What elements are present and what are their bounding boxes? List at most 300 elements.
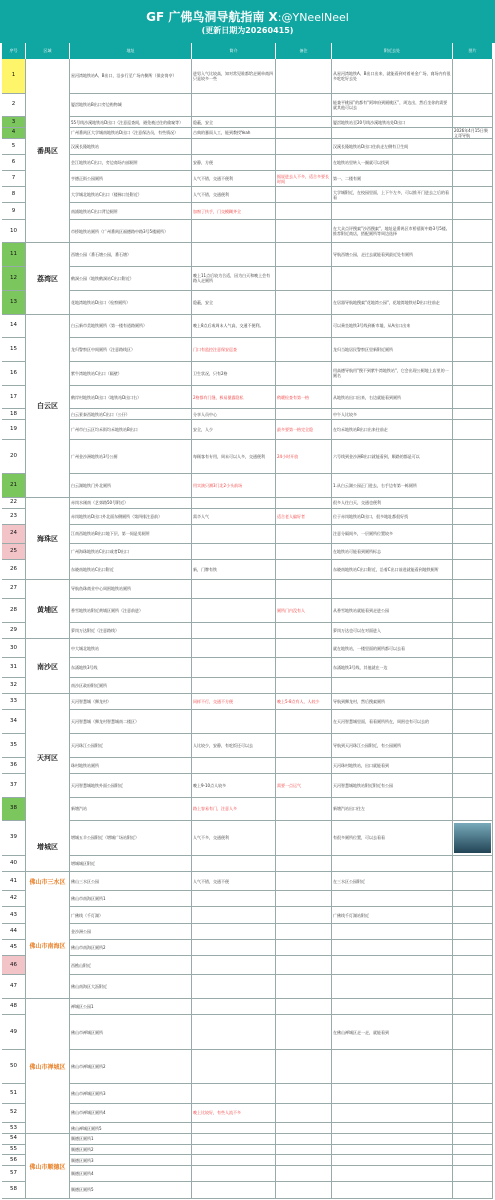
district-label: 南沙区 [26, 640, 70, 693]
row-address: 佛山市南海区厕所2 [70, 940, 192, 955]
row-note [276, 220, 332, 243]
row-note [276, 999, 332, 1014]
row-nearby: 在三水区公园附近 [332, 872, 453, 890]
row-nearby: 很多人往白天，交通也便利 [332, 498, 453, 508]
row-intro: 路上容易有门，注意人多 [192, 798, 276, 821]
row-nearby [332, 1123, 453, 1133]
row-note [276, 267, 332, 290]
row-picture [453, 498, 493, 508]
row-nearby: 从地铁站出口出来，右边就能看到厕所 [332, 386, 453, 409]
row-address: 佛山禅城区厕所5 [70, 1123, 192, 1133]
row-address: 佛山市禅城区厕所 [70, 1015, 192, 1049]
row-picture [453, 243, 493, 266]
row-note [276, 525, 332, 543]
row-address: 佛山市禅城区厕所2 [70, 1050, 192, 1084]
row-address: 萝岗万达附近（注意路线） [70, 623, 192, 638]
row-number: 17 [2, 386, 26, 409]
row-note [276, 639, 332, 657]
row-number: 18 [2, 409, 26, 419]
row-picture [453, 856, 493, 871]
row-note [276, 891, 332, 906]
row-nearby [332, 956, 453, 974]
row-picture [453, 187, 493, 202]
table-row [2, 117, 493, 128]
row-nearby: 从星河湾地铁A、B出口出来，就能看到对着弟金广场，商场内有很多吃吃好去处 [332, 59, 453, 93]
row-number: 2 [2, 94, 26, 117]
row-intro [192, 940, 276, 955]
table-row [2, 1084, 493, 1103]
row-picture [453, 59, 493, 93]
row-nearby [332, 940, 453, 955]
row-number: 5 [2, 139, 26, 154]
row-nearby: 注意分隔间多，一层厕所位置较多 [332, 525, 453, 543]
row-number: 39 [2, 821, 26, 855]
row-nearby: 导航到天河珠江公园附近，有公园厕所 [332, 734, 453, 757]
row-note: 需要一点运气 [276, 774, 332, 797]
row-picture [453, 338, 493, 361]
row-nearby: 六号线到金沙洲B出口就能看到，顺路的都是可以 [332, 440, 453, 474]
row-picture [453, 694, 493, 709]
row-nearby: 大学城附近，在校园里面，上下午左多，可以推开门进去之后的看看 [332, 187, 453, 202]
row-intro [192, 623, 276, 638]
row-number: 8 [2, 187, 26, 202]
table-row [2, 59, 493, 94]
row-note: 24小时开放 [276, 440, 332, 474]
row-intro [192, 220, 276, 243]
row-nearby [332, 1145, 453, 1155]
row-picture [453, 1134, 493, 1144]
row-intro [192, 599, 276, 622]
row-address: 香雪地铁站附近黄埔区厕所（注意前进） [70, 599, 192, 622]
table-row [2, 243, 493, 267]
row-address: 佛山市南海区厕所1 [70, 891, 192, 906]
row-number: 30 [2, 639, 26, 657]
row-note [276, 498, 332, 508]
row-intro: 新，门牌有铁 [192, 560, 276, 578]
row-picture [453, 975, 493, 998]
row-picture [453, 94, 493, 117]
row-intro: 同样不行，交通不方便 [192, 694, 276, 709]
row-picture [453, 203, 493, 218]
table-row [2, 999, 493, 1015]
table-row [2, 498, 493, 509]
row-address: 汉溪长隆地铁站 [70, 139, 192, 154]
table-row [2, 409, 493, 420]
row-picture [453, 409, 493, 419]
row-intro: 古典的暴雨人工，能到教授Yeah [192, 128, 276, 138]
col-number-header: 序号 [2, 43, 26, 59]
row-note [276, 975, 332, 998]
row-note [276, 1166, 332, 1181]
row-address: 佛山三水区公园 [70, 872, 192, 890]
photo-thumbnail [454, 823, 491, 853]
row-nearby: 东晓南地铁站C出口附近，沿着C出口前进就能看到地铁厕所 [332, 560, 453, 578]
table-row [2, 758, 493, 774]
row-nearby [332, 891, 453, 906]
row-number: 24 [2, 525, 26, 543]
row-note [276, 315, 332, 338]
row-number: 36 [2, 758, 26, 773]
row-note [276, 821, 332, 855]
row-number: 13 [2, 291, 26, 314]
row-picture [453, 420, 493, 438]
row-note [276, 872, 332, 890]
row-nearby: 新塘汽站出口往左 [332, 798, 453, 821]
row-picture [453, 1182, 493, 1197]
row-number: 3 [2, 117, 26, 127]
row-picture [453, 386, 493, 409]
district-label: 佛山市南海区 [26, 893, 70, 999]
row-intro [192, 1155, 276, 1165]
row-note [276, 59, 332, 93]
row-nearby: 汉溪长隆地铁站D出口往前走左侧有卫生间 [332, 139, 453, 154]
row-nearby [332, 1084, 453, 1102]
row-number: 6 [2, 155, 26, 170]
row-address: 顺德区厕所5 [70, 1182, 192, 1197]
row-intro: 隐蔽，安全 [192, 291, 276, 314]
row-nearby [332, 1182, 453, 1197]
row-number: 26 [2, 560, 26, 578]
row-nearby: 1.从白云湖公园正门进去，右手边有第一栋厕所 [332, 474, 453, 497]
row-note: 最多要第一格完全隐 [276, 420, 332, 438]
row-intro [192, 907, 276, 922]
row-intro [192, 639, 276, 657]
row-number: 47 [2, 975, 26, 998]
row-address: 西塘公园（番石塘公园，番石塘） [70, 243, 192, 266]
row-nearby: 可以乘坐地铁3号线到新市墟，从A出口出来 [332, 315, 453, 338]
row-intro: 人气不多，交通便利 [192, 821, 276, 855]
row-note [276, 710, 332, 733]
row-number: 34 [2, 710, 26, 733]
table-row [2, 891, 493, 907]
row-nearby [332, 267, 453, 290]
table-row [2, 94, 493, 118]
table-row [2, 710, 493, 734]
row-number: 4 [2, 128, 26, 138]
district-label: 天河区 [26, 695, 70, 820]
row-note [276, 1050, 332, 1084]
table-row [2, 940, 493, 956]
row-picture [453, 315, 493, 338]
table-row [2, 525, 493, 544]
row-address: 广州海珠地铁站C出口或者D出口 [70, 544, 192, 559]
row-intro [192, 678, 276, 693]
row-intro [192, 758, 276, 773]
table-row [2, 1166, 493, 1182]
row-number: 15 [2, 338, 26, 361]
row-address: 星河湾地铁站A、B出口，沿步行至广场内侧所（保安岗亭） [70, 59, 192, 93]
row-address: 紫牛湾地铁站C出口（隔壁） [70, 362, 192, 385]
row-address: 南浦地铁站C出口背边厕所 [70, 203, 192, 218]
row-note [276, 580, 332, 598]
row-address: 广州金沙洲地铁站3号公厕 [70, 440, 192, 474]
row-picture [453, 267, 493, 290]
row-picture [453, 907, 493, 922]
row-picture [453, 544, 493, 559]
table-row [2, 1134, 493, 1145]
col-nearby-header: 附近去处 [332, 43, 453, 59]
row-note [276, 474, 332, 497]
page-title: GF 广佛鸟洞导航指南 X:@YNeelNeel [146, 10, 349, 24]
row-intro: 人气不错，交通便利 [192, 187, 276, 202]
row-note [276, 734, 332, 757]
table-row [2, 171, 493, 187]
row-address: 珠村地铁站厕所 [70, 758, 192, 773]
row-address: 佛山市禅城区厕所4 [70, 1104, 192, 1122]
row-note: 厕所门内没有人 [276, 599, 332, 622]
row-picture [453, 362, 493, 385]
row-intro [192, 243, 276, 266]
table-row [2, 658, 493, 677]
row-nearby [332, 1155, 453, 1165]
row-nearby: 厦滘地铁站至20号线沙溪地铁站处D出口 [332, 117, 453, 127]
row-address: 顺德区厕所1 [70, 1134, 192, 1144]
row-intro [192, 924, 276, 939]
row-intro: 晚上比较好，有些人流不多 [192, 1104, 276, 1122]
row-nearby [332, 924, 453, 939]
row-address: 市桥地铁站厕所（广州番禺区福德路中路3号5楼厕所） [70, 220, 192, 243]
row-picture [453, 623, 493, 638]
row-note [276, 1104, 332, 1122]
row-note [276, 544, 332, 559]
table-row [2, 139, 493, 155]
row-picture [453, 1050, 493, 1084]
row-number: 20 [2, 440, 26, 474]
row-address: 厦滘地铁站B出口旁边购物城 [70, 94, 192, 117]
table-row [2, 872, 493, 891]
row-nearby [332, 975, 453, 998]
row-picture [453, 872, 493, 890]
row-intro [192, 1134, 276, 1144]
column-headers [2, 43, 493, 59]
row-nearby: 从香雪地铁站就能看到走进公园 [332, 599, 453, 622]
row-address: 禅城区公园1 [70, 999, 192, 1014]
row-number: 12 [2, 267, 26, 290]
row-picture [453, 821, 493, 855]
row-number: 42 [2, 891, 26, 906]
row-number: 55 [2, 1145, 26, 1155]
district-label: 佛山市禅城区 [26, 1000, 70, 1133]
row-address: 亨德正街公园厕所 [70, 171, 192, 186]
row-nearby [332, 1050, 453, 1084]
row-nearby: 东涌地铁3号线、其他就在一边 [332, 658, 453, 676]
row-note [276, 758, 332, 773]
row-note [276, 658, 332, 676]
row-address: 天河智慧城地铁外面公园附近 [70, 774, 192, 797]
row-nearby: 有很多厕所位置，可以去看看 [332, 821, 453, 855]
row-intro: 进男入气比较高，知对常见谁都给走厕单商四只是较多一些 [192, 59, 276, 93]
row-number: 45 [2, 940, 26, 955]
row-address: 顺德区厕所3 [70, 1155, 192, 1165]
row-picture [453, 474, 493, 497]
table-row [2, 155, 493, 171]
row-nearby: 在天河智慧城里面，看看厕所所在，周围也有可以去的 [332, 710, 453, 733]
row-address: 赤岗地铁站D出口外北面东侧厕所（第四排注意前） [70, 509, 192, 524]
district-label: 荔湾区 [26, 244, 70, 313]
row-nearby [332, 856, 453, 871]
district-label: 番禺区 [26, 60, 70, 242]
row-address: 天河智慧城（狮龙村智慧城南二楼区） [70, 710, 192, 733]
row-intro [192, 139, 276, 154]
row-number: 33 [2, 694, 26, 709]
row-note [276, 1084, 332, 1102]
table-row [2, 338, 493, 362]
row-note [276, 956, 332, 974]
row-note [276, 678, 332, 693]
row-intro [192, 544, 276, 559]
row-address: 佛山市禅城区厕所3 [70, 1084, 192, 1102]
row-address: 江南西地铁站B出口地下层，第一间是男厕所 [70, 525, 192, 543]
table-row [2, 580, 493, 599]
row-note [276, 187, 332, 202]
row-intro: 安静，方便 [192, 155, 276, 170]
row-picture: 2026年4月15日聚义哥导航 [453, 128, 493, 138]
col-note-header: 备注 [276, 43, 332, 59]
table-row [2, 599, 493, 623]
row-picture [453, 639, 493, 657]
table-row [2, 1104, 493, 1123]
row-intro: 安全，人少 [192, 420, 276, 438]
row-nearby [332, 128, 453, 138]
table-row [2, 798, 493, 822]
row-nearby [332, 1134, 453, 1144]
row-picture [453, 999, 493, 1014]
district-label: 白云区 [26, 316, 70, 497]
row-picture [453, 1123, 493, 1133]
row-picture [453, 956, 493, 974]
row-intro: 用实演只测3门北2小头前场 [192, 474, 276, 497]
row-note [276, 338, 332, 361]
row-intro [192, 1145, 276, 1155]
row-picture [453, 891, 493, 906]
col-address-header: 地址 [70, 43, 192, 59]
row-nearby [332, 1104, 453, 1122]
row-picture [453, 509, 493, 524]
row-note [276, 243, 332, 266]
row-address: 增城城区附近 [70, 856, 192, 871]
row-picture [453, 678, 493, 693]
row-picture [453, 658, 493, 676]
row-picture [453, 1104, 493, 1122]
row-address: 顺德区厕所4 [70, 1166, 192, 1181]
row-intro: 分享人员中心 [192, 409, 276, 419]
row-address: 南沙区政府附近厕所 [70, 678, 192, 693]
row-intro [192, 1015, 276, 1049]
district-label: 佛山市三水区 [26, 873, 70, 890]
row-nearby: 用高德导航用"搜不到紫牛湾地铁站"，它会出现公厕地上店里的一厕名 [332, 362, 453, 385]
row-number: 23 [2, 509, 26, 524]
row-number: 50 [2, 1050, 26, 1084]
table-row [2, 267, 493, 291]
district-label: 海珠区 [26, 499, 70, 579]
table-row [2, 1145, 493, 1156]
row-number: 9 [2, 203, 26, 218]
district-label: 佛山市顺德区 [26, 1135, 70, 1198]
row-picture [453, 525, 493, 543]
row-intro [192, 856, 276, 871]
row-note [276, 1015, 332, 1049]
row-note [276, 798, 332, 821]
row-picture [453, 1166, 493, 1181]
table-row [2, 956, 493, 975]
row-address: 广州番禺区大学城南地铁站D出口（注意保洁员，有些情况） [70, 128, 192, 138]
table-row [2, 420, 493, 439]
row-intro [192, 658, 276, 676]
row-number: 7 [2, 171, 26, 186]
row-intro [192, 580, 276, 598]
row-number: 43 [2, 907, 26, 922]
row-number: 58 [2, 1182, 26, 1197]
row-number: 49 [2, 1015, 26, 1049]
row-picture [453, 291, 493, 314]
row-nearby: 在佛山禅城区走一走，就能看到 [332, 1015, 453, 1049]
row-number: 38 [2, 798, 26, 821]
row-address: 白云景泰西地铁站C出口（公仔） [70, 409, 192, 419]
row-intro [192, 1050, 276, 1084]
row-address: 大学城北地铁站C出口（楼梯口处附近） [70, 187, 192, 202]
row-nearby: 在大众点评搜索"沙西搜索"，地址是番禺区市桥禧街中路3号5楼。推荐附近商店，搭配厕所等周边选择 [332, 220, 453, 243]
row-address: 鹤洞公园（地铁鹤洞站C出口附近） [70, 267, 192, 290]
table-row [2, 694, 493, 710]
row-nearby: 龙归当地居民警察区里新附近厕所 [332, 338, 453, 361]
row-address: 天河珠江公园附近 [70, 734, 192, 757]
row-number: 37 [2, 774, 26, 797]
table-row [2, 924, 493, 940]
row-note [276, 1155, 332, 1165]
row-nearby: 在均禾地铁站B出口出来往前走 [332, 420, 453, 438]
row-address: 金沙洲公园 [70, 924, 192, 939]
row-nearby: 导航西塘公园，走过去就能看到最近处有厕所 [332, 243, 453, 266]
row-address: 白云湖地铁门外北厕所 [70, 474, 192, 497]
row-note [276, 117, 332, 127]
row-picture [453, 599, 493, 622]
row-nearby: 广佛线千灯湖站附近 [332, 907, 453, 922]
row-picture [453, 758, 493, 773]
row-picture [453, 734, 493, 757]
row-note [276, 924, 332, 939]
row-note: 适合老人偏好者 [276, 509, 332, 524]
row-number: 21 [2, 474, 26, 497]
row-picture [453, 440, 493, 474]
row-address: 花地湾地铁站D出口（检察厕所） [70, 291, 192, 314]
row-intro: 隐蔽，安全 [192, 117, 276, 127]
row-nearby: 导航到狮龙村，然后搜索厕所 [332, 694, 453, 709]
row-note [276, 1145, 332, 1155]
row-number: 46 [2, 956, 26, 974]
row-intro: 人比较少，安静，有吃饭还可以去 [192, 734, 276, 757]
row-number: 54 [2, 1134, 26, 1144]
col-district-header: 区域 [26, 43, 70, 59]
row-picture [453, 1145, 493, 1155]
row-note [276, 940, 332, 955]
row-picture [453, 580, 493, 598]
row-nearby: 就在地铁站，一楼里面的厕所都可以去看 [332, 639, 453, 657]
row-nearby [332, 678, 453, 693]
table-row [2, 128, 493, 139]
table-row [2, 678, 493, 694]
row-picture [453, 1084, 493, 1102]
row-number: 19 [2, 420, 26, 438]
row-intro: 人气不错，交通不便 [192, 872, 276, 890]
row-note [276, 560, 332, 578]
row-nearby: 萝岗万达也可以在对面进入 [332, 623, 453, 638]
row-intro [192, 956, 276, 974]
row-intro: 每顾客有专用，周末可以人多，交通便利 [192, 440, 276, 474]
row-nearby [332, 999, 453, 1014]
row-number: 11 [2, 243, 26, 266]
row-nearby: 能兼平桃园”的都有“阿坤府到厕桃区”，周边出，然后坐你的需要就其他可以去 [332, 94, 453, 117]
table-row [2, 856, 493, 872]
